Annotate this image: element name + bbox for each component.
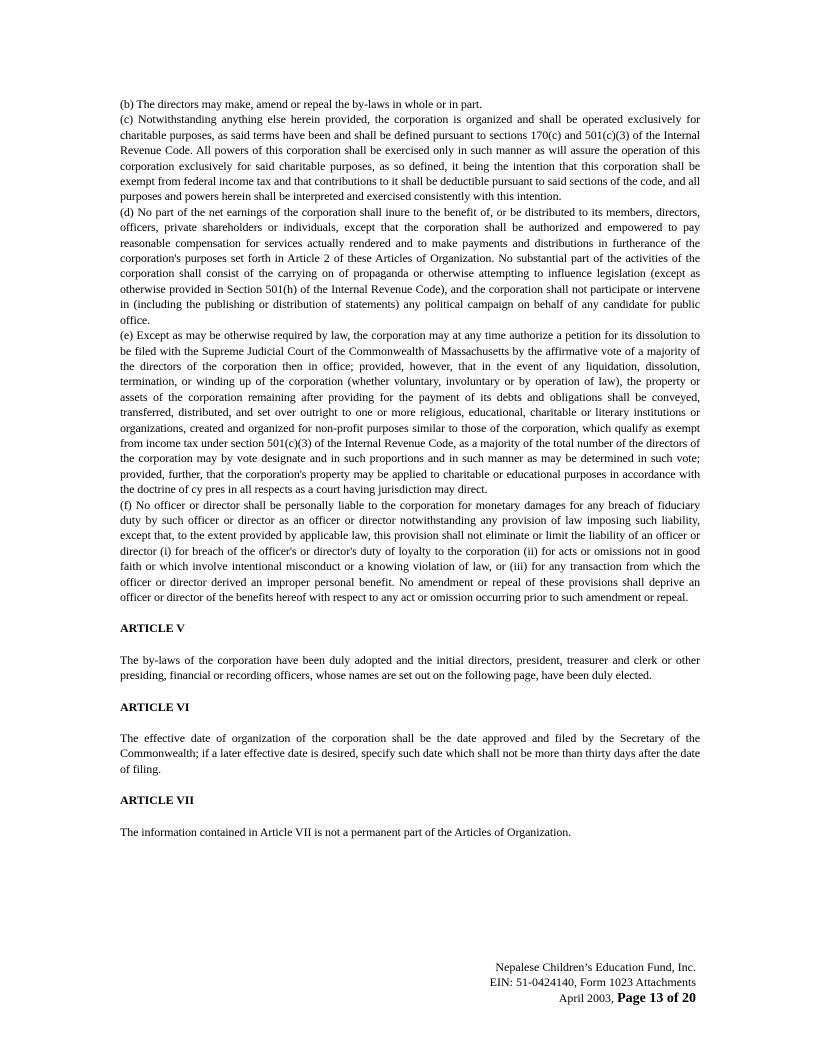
article-vii-text: The information contained in Article VII is not a permanent part of the Articles of Organization. [120, 824, 572, 839]
article-vi-text: The effective date of organization of the corporation shall be the date approved and filed by the Secretary of the Commonwealth; if a later effective date is desired, specify such date which shall not be more than thirty days after the date of filing. [120, 731, 700, 776]
article-v-heading: ARTICLE V [120, 621, 185, 636]
article-vii-heading: ARTICLE VII [120, 793, 194, 808]
paragraph-b: (b) The directors may make, amend or repeal the by-laws in whole or in part. [120, 97, 483, 111]
page-number: Page 13 of 20 [617, 990, 696, 1006]
paragraph-f: (f) No officer or director shall be personally liable to the corporation for monetary damages for any breach of fiduciary duty by such officer or director as an officer or director notwithstanding any provision of law imposing such liability, except that, to the extent provided by applicable law, this provision shall not eliminate or limit the liability of an officer or director (i) for breach of the officer's or director's duty of loyalty to the corporation (ii) for acts or omissions not in good faith or which involve intentional misconduct or a knowing violation of law, or (iii) for any transaction from which the officer or director derived an improper personal benefit. No amendment or repeal of these provisions shall deprive an officer or director of the benefits hereof with respect to any act or omission occurring prior to such amendment or repeal. [120, 497, 700, 604]
page-footer [490, 960, 696, 1006]
footer-date: April 2003, [558, 990, 615, 1005]
paragraph-d: (d) No part of the net earnings of the corporation shall inure to the benefit of, or be distributed to its members, directors, officers, private shareholders or individuals, except that the corporation shall be authorized and empowered to pay reasonable compensation for services actually rendered and to make payments and distributions in furtherance of the corporation's purposes set forth in Article 2 of these Articles of Organization. No substantial part of the activities of the corporation shall consist of the carrying on of propaganda or otherwise attempting to influence legislation (except as otherwise provided in Section 501(h) of the Internal Revenue Code), and the corporation shall not participate or intervene in (including the publishing or distribution of statements) any political campaign on behalf of any candidate for public office. [120, 204, 700, 327]
footer-organization: Nepalese Children’s Education Fund, Inc. [495, 960, 696, 974]
document-body [120, 97, 700, 856]
article-v-text: The by-laws of the corporation have been duly adopted and the initial directors, president, treasurer and clerk or other presiding, financial or recording officers, whose names are set out on the following page, have been duly elected. [120, 652, 700, 683]
article-vi-heading: ARTICLE VI [120, 699, 190, 714]
footer-date-page [490, 991, 696, 1006]
paragraph-c: (c) Notwithstanding anything else herein provided, the corporation is organized and shall be operated exclusively for charitable purposes, as said terms have been and shall be defined pursuant to sections 170(c) and 501(c)(3) of the Internal Revenue Code. All powers of this corporation shall be exercised only in such manner as will assure the operation of this corporation exclusively for said charitable purposes, as so defined, it being the intention that this corporation shall be exempt from federal income tax and that contributions to it shall be deductible pursuant to said sections of the code, and all purposes and powers herein shall be interpreted and exercised consistently with this intention. [120, 112, 700, 204]
paragraph-e: (e) Except as may be otherwise required by law, the corporation may at any time authorize a petition for its dissolution to be filed with the Supreme Judicial Court of the Commonwealth of Massachusetts by the affirmative vote of a majority of the directors of the corporation then in office; provided, however, that in the event of any liquidation, dissolution, termination, or winding up of the corporation (whether voluntary, involuntary or by operation of law), the property or assets of the corporation remaining after providing for the payment of its debts and obligations shall be conveyed, transferred, distributed, and set over outright to one or more religious, educational, charitable or literary institutions or organizations, created and organized for non-profit purposes similar to those of the corporation, which qualify as exempt from income tax under section 501(c)(3) of the Internal Revenue Code, as a majority of the total number of the directors of the corporation may by vote designate and in such proportions and in such manner as may be determined in such vote; provided, further, that the corporation's property may be applied to charitable or educational purposes in accordance with the doctrine of cy pres in all respects as a court having jurisdiction may direct. [120, 328, 700, 497]
footer-ein: EIN: 51-0424140, Form 1023 Attachments [489, 975, 696, 990]
